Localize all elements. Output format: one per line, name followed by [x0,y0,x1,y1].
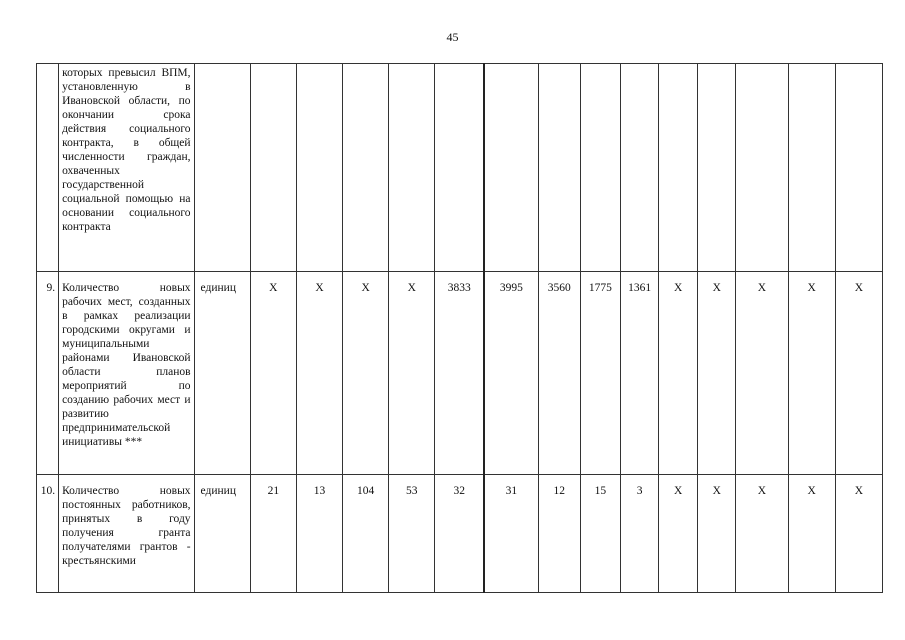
unit-cell: единиц [194,272,250,475]
value-cell: X [835,475,882,593]
value-cell [659,64,698,272]
value-cell: X [296,272,342,475]
value-cell: 104 [343,475,389,593]
value-cell [250,64,296,272]
value-cell: X [659,272,698,475]
value-cell: 32 [435,475,484,593]
value-cell: 3 [621,475,659,593]
value-cell: X [736,475,788,593]
value-cell: 53 [389,475,435,593]
value-cell [580,64,620,272]
value-cell: X [835,272,882,475]
row-index: 9. [37,272,59,475]
value-cell: X [736,272,788,475]
value-cell: 12 [538,475,580,593]
value-cell [736,64,788,272]
value-cell [296,64,342,272]
value-cell: 13 [296,475,342,593]
value-cell: X [389,272,435,475]
value-cell [538,64,580,272]
value-cell: X [788,272,835,475]
value-cell: X [698,475,736,593]
table-row [37,272,883,475]
value-cell [343,64,389,272]
unit-cell [194,64,250,272]
indicator-description: Количество новых постоянных работников, принятых в году получения гранта получателями грантов - крестьянскими [59,475,194,593]
value-cell: 3560 [538,272,580,475]
value-cell [389,64,435,272]
value-cell: 3995 [484,272,538,475]
row-index: 10. [37,475,59,593]
value-cell: 3833 [435,272,484,475]
value-cell: X [343,272,389,475]
value-cell: X [659,475,698,593]
indicators-table [36,63,883,593]
value-cell [484,64,538,272]
value-cell [835,64,882,272]
row-index [37,64,59,272]
table-row [37,475,883,593]
value-cell [788,64,835,272]
value-cell: 15 [580,475,620,593]
value-cell [698,64,736,272]
table-row [37,64,883,272]
indicator-description: Количество новых рабочих мест, созданных в рамках реализации городскими округами и муниципальными районами Ивановской области планов мероприятий по созданию рабочих мест и развитию предпринимательской инициативы *** [59,272,194,475]
unit-cell: единиц [194,475,250,593]
indicator-description: которых превысил ВПМ, установленную в Ивановской области, по окончании срока действия социального контракта, в общей численности граждан, охваченных государственной социальной помощью на основании социального контракта [59,64,194,272]
value-cell: X [698,272,736,475]
value-cell: 1775 [580,272,620,475]
value-cell: X [250,272,296,475]
value-cell [621,64,659,272]
page-number: 45 [446,30,459,44]
value-cell: X [788,475,835,593]
value-cell: 21 [250,475,296,593]
value-cell: 1361 [621,272,659,475]
value-cell [435,64,484,272]
value-cell: 31 [484,475,538,593]
